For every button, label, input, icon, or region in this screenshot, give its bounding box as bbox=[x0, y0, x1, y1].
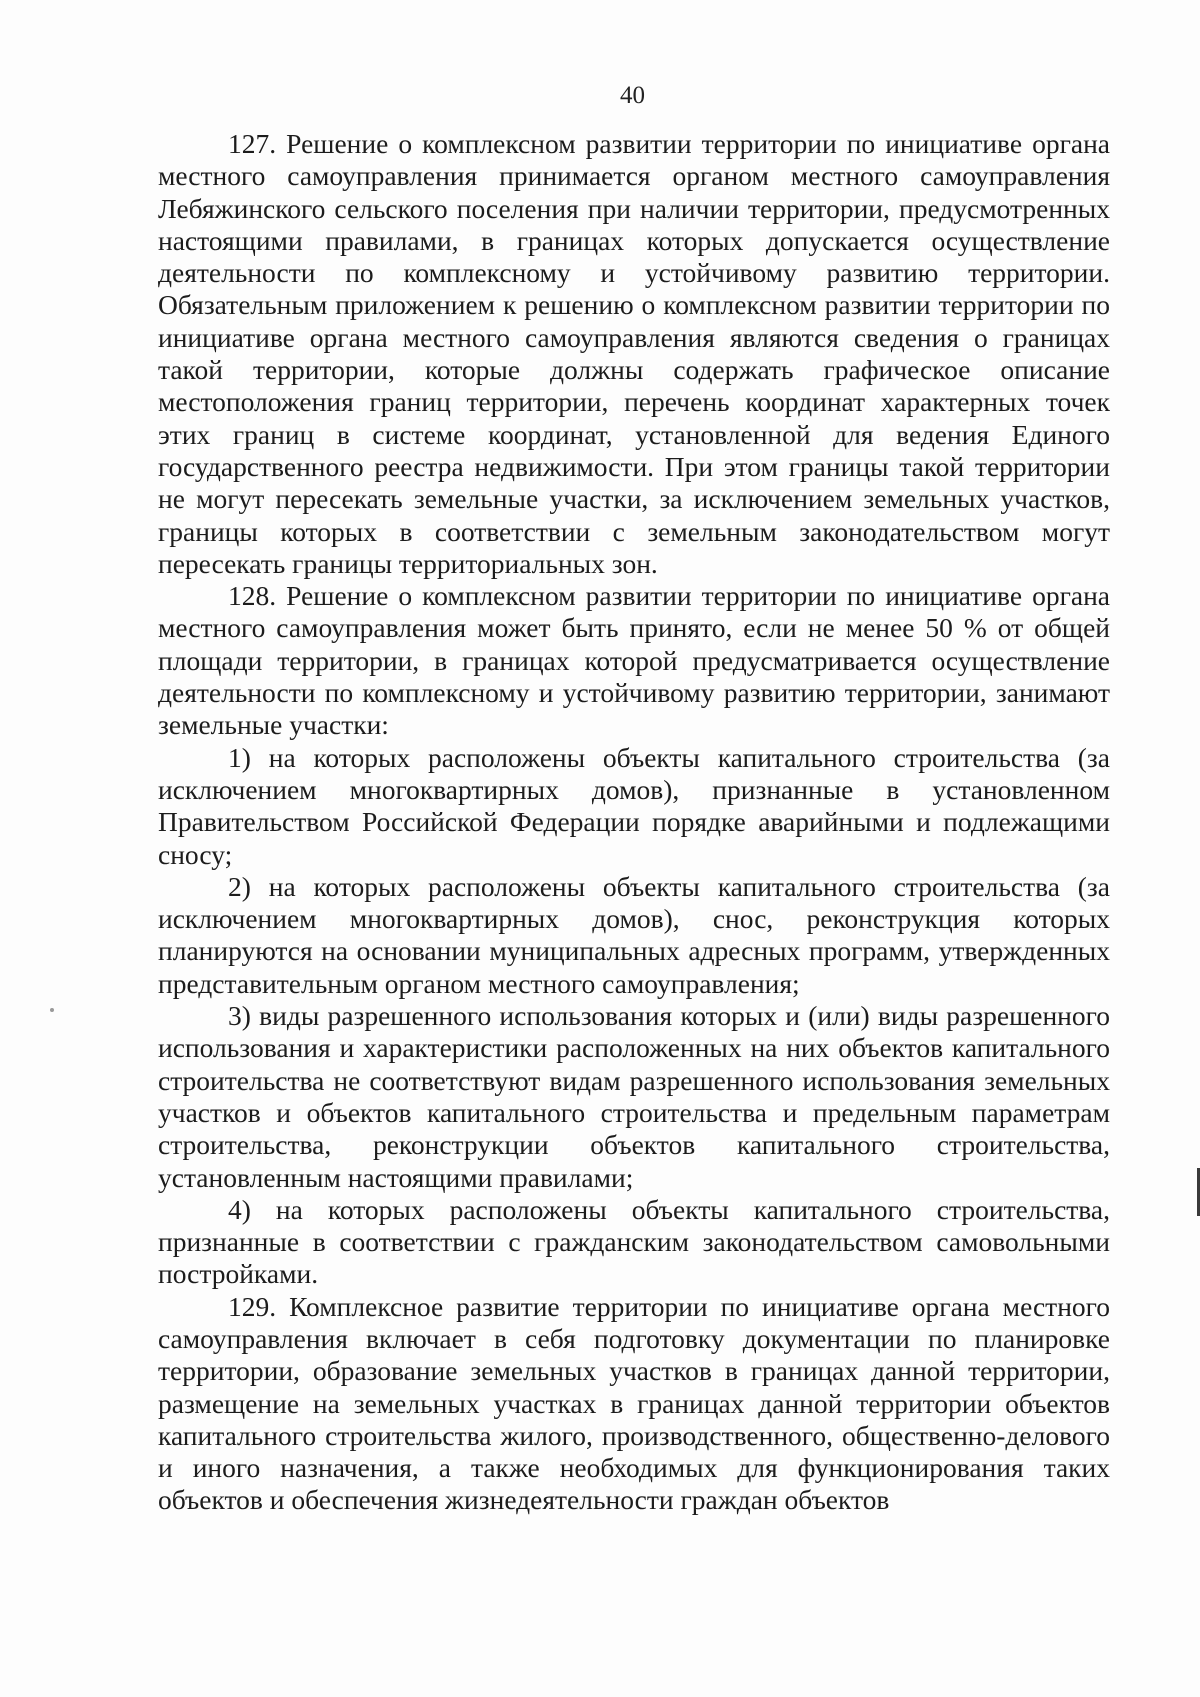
list-item-1: 1) на которых расположены объекты капитального строительства (за исключением многоквартирных домов), признанные в установленном Правительством Российской Федерации порядке аварийными и подлежащими сносу; bbox=[158, 741, 1110, 870]
scan-speck bbox=[50, 1008, 54, 1012]
document-body bbox=[158, 128, 1110, 1517]
list-item-4: 4) на которых расположены объекты капитального строительства, признанные в соответствии с гражданским законодательством самовольными постройками. bbox=[158, 1193, 1110, 1290]
list-item-3: 3) виды разрешенного использования которых и (или) виды разрешенного использования и характеристики расположенных на них объектов капитального строительства не соответствуют видам разрешенного использования земельных участков и объектов капитального строительства и предельным параметрам строительства, реконструкции объектов капитального строительства, установленным настоящими правилами; bbox=[158, 1000, 1110, 1193]
paragraph-127: 127. Решение о комплексном развитии территории по инициативе органа местного самоуправления принимается органом местного самоуправления Лебяжинского сельского поселения при наличии территории, предусмотренных настоящими правилами, в границах которых допускается осуществление деятельности по комплексному и устойчивому развитию территории. Обязательным приложением к решению о комплексном развитии территории по инициативе органа местного самоуправления являются сведения о границах такой территории, которые должны содержать графическое описание местоположения границ территории, перечень координат характерных точек этих границ в системе координат, установленной для ведения Единого государственного реестра недвижимости. При этом границы такой территории не могут пересекать земельные участки, за исключением земельных участков, границы которых в соответствии с земельным законодательством могут пересекать границы территориальных зон. bbox=[158, 128, 1110, 579]
page-number: 40 bbox=[620, 82, 645, 109]
paragraph-128: 128. Решение о комплексном развитии территории по инициативе органа местного самоуправления может быть принято, если не менее 50 % от общей площади территории, в границах которой предусматривается осуществление деятельности по комплексному и устойчивому развитию территории, занимают земельные участки: bbox=[158, 580, 1110, 741]
list-item-2: 2) на которых расположены объекты капитального строительства (за исключением многоквартирных домов), снос, реконструкция которых планируются на основании муниципальных адресных программ, утвержденных представительным органом местного самоуправления; bbox=[158, 870, 1110, 999]
paragraph-129: 129. Комплексное развитие территории по инициативе органа местного самоуправления включает в себя подготовку документации по планировке территории, образование земельных участков в границах данной территории, размещение на земельных участках в границах данной территории объектов капитального строительства жилого, производственного, общественно-делового и иного назначения, а также необходимых для функционирования таких объектов и обеспечения жизнедеятельности граждан объектов bbox=[158, 1290, 1110, 1516]
